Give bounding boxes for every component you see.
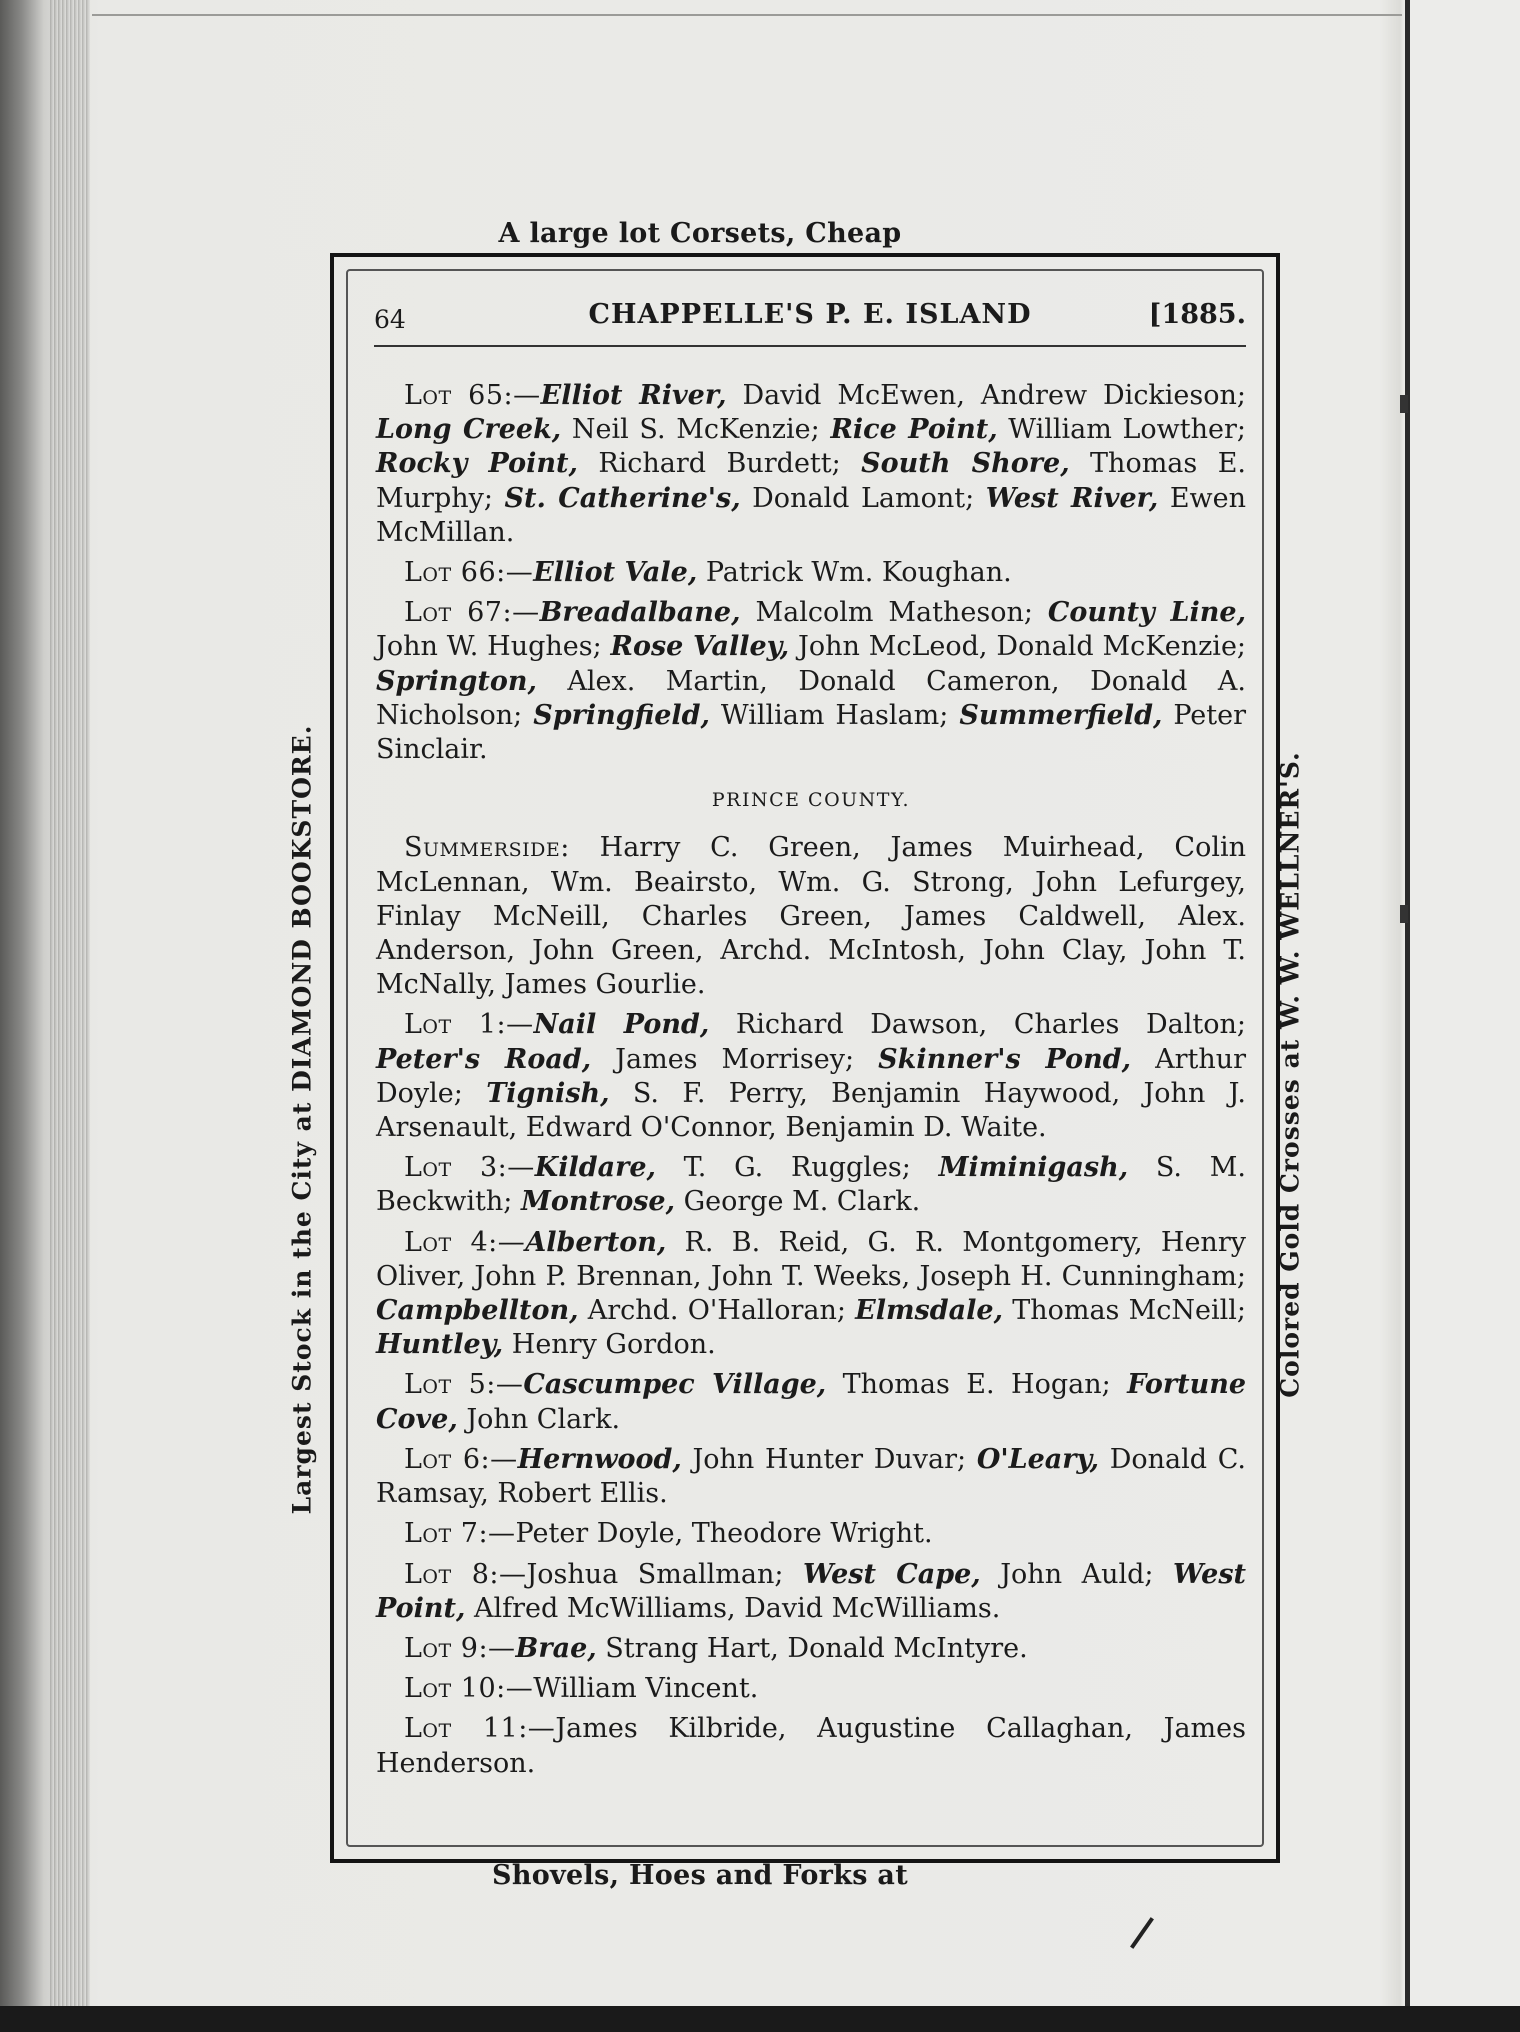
place-name: Tignish, bbox=[486, 1077, 610, 1109]
entry-text: R. B. Reid, G. R. Montgomery, Henry Oliver, John P. Brennan, John T. Weeks, Joseph H. Cunningham; bbox=[376, 1226, 1246, 1292]
entry-text: S. F. Perry, Benjamin Haywood, John J. Arsenault, Edward O'Connor, Benjamin D. Waite. bbox=[376, 1077, 1246, 1144]
entry-summerside bbox=[376, 831, 1246, 1002]
entry-text: Neil S. McKenzie; bbox=[561, 414, 831, 446]
entry-text: John Hunter Duvar; bbox=[681, 1443, 977, 1475]
entry-lot-67 bbox=[376, 596, 1246, 767]
entry-lot-1 bbox=[376, 1008, 1246, 1145]
lot-label: Lot 7:— bbox=[404, 1518, 516, 1550]
page-frame bbox=[330, 253, 1280, 1863]
margin-mark bbox=[1400, 905, 1408, 923]
entry-text: Arthur Doyle; bbox=[376, 1043, 1247, 1109]
lot-label: Lot 66:— bbox=[404, 557, 534, 589]
page-number: 64 bbox=[374, 305, 406, 334]
entry-text: Henry Gordon. bbox=[503, 1329, 716, 1361]
place-name: Elliot River, bbox=[540, 380, 727, 411]
entry-lot-11 bbox=[376, 1712, 1246, 1780]
left-advertisement: Largest Stock in the City at DIAMOND BOOKSTORE. bbox=[287, 724, 317, 1515]
place-name: Skinner's Pond, bbox=[878, 1043, 1132, 1075]
town-label: Summerside: bbox=[404, 832, 570, 864]
entry-lot-8 bbox=[376, 1558, 1246, 1626]
page-title: CHAPPELLE'S P. E. ISLAND bbox=[588, 299, 1032, 330]
entry-text: Alfred McWilliams, David McWilliams. bbox=[465, 1592, 1001, 1624]
place-name: Breadalbane, bbox=[539, 597, 741, 629]
entry-text: John Clark. bbox=[457, 1403, 621, 1435]
page-year: [1885. bbox=[1148, 299, 1246, 330]
lot-label: Lot 10:— bbox=[404, 1673, 534, 1705]
top-advertisement: A large lot Corsets, Cheap bbox=[498, 218, 902, 249]
place-name: Alberton, bbox=[525, 1226, 667, 1258]
right-advertisement: Colored Gold Crosses at W. W. WELLNER'S. bbox=[1275, 751, 1305, 1398]
place-name: Rocky Point, bbox=[376, 448, 578, 480]
place-name: Fortune Cove, bbox=[376, 1369, 1247, 1435]
entry-lot-10 bbox=[376, 1672, 1246, 1706]
place-name: Miminigash, bbox=[938, 1152, 1129, 1184]
place-name: Peter's Road, bbox=[376, 1043, 592, 1075]
place-name: Nail Pond, bbox=[533, 1009, 710, 1041]
top-rule bbox=[92, 14, 1402, 16]
entry-text: James Kilbride, Augustine Callaghan, James Henderson. bbox=[376, 1713, 1246, 1779]
place-name: Summerfield, bbox=[959, 699, 1163, 731]
place-name: Montrose, bbox=[520, 1186, 675, 1218]
place-name: Elmsdale, bbox=[855, 1295, 1003, 1327]
entry-text: Harry C. Green, James Muirhead, Colin McLennan, Wm. Beairsto, Wm. G. Strong, John Lefurgey, Finlay McNeill, Charles Green, James Caldwell, Alex. Anderson, John Green, Archd. McIntosh, John Clay, John T. McNally, James Gourlie. bbox=[376, 832, 1246, 1001]
lot-label: Lot 3:— bbox=[404, 1152, 535, 1184]
place-name: West Point, bbox=[376, 1558, 1246, 1624]
lot-label: Lot 5:— bbox=[404, 1369, 524, 1401]
lot-label: Lot 67:— bbox=[404, 597, 540, 629]
entry-text: S. M. Beckwith; bbox=[376, 1152, 1247, 1218]
entry-lot-5 bbox=[376, 1368, 1246, 1436]
book-page-edges bbox=[50, 0, 90, 2032]
bottom-advertisement: Shovels, Hoes and Forks at bbox=[492, 1860, 908, 1891]
place-name: Rose Valley, bbox=[610, 631, 790, 663]
place-name: Huntley, bbox=[376, 1329, 504, 1361]
place-name: Cascumpec Village, bbox=[523, 1369, 827, 1401]
entry-text: David McEwen, Andrew Dickieson; bbox=[726, 380, 1247, 411]
entry-text: Richard Dawson, Charles Dalton; bbox=[709, 1009, 1246, 1041]
lot-label: Lot 8:— bbox=[404, 1558, 527, 1590]
place-name: Brae, bbox=[515, 1632, 597, 1664]
place-name: Kildare, bbox=[534, 1152, 656, 1184]
entry-text: Patrick Wm. Koughan. bbox=[697, 557, 1012, 589]
place-name: St. Catherine's, bbox=[504, 482, 741, 514]
entry-text: Peter Doyle, Theodore Wright. bbox=[515, 1518, 933, 1550]
lot-label: Lot 4:— bbox=[404, 1226, 526, 1258]
entry-lot-6 bbox=[376, 1443, 1246, 1511]
lot-label: Lot 6:— bbox=[404, 1443, 518, 1475]
entry-text: George M. Clark. bbox=[674, 1186, 921, 1218]
place-name: Springton, bbox=[376, 665, 537, 697]
entry-text: William Haslam; bbox=[709, 699, 960, 731]
entry-lot-66 bbox=[376, 556, 1246, 590]
entry-text: Alex. Martin, Donald Cameron, Donald A. Nicholson; bbox=[376, 665, 1246, 731]
place-name: O'Leary, bbox=[976, 1443, 1100, 1475]
entry-lot-3 bbox=[376, 1151, 1246, 1219]
entry-lot-9 bbox=[376, 1632, 1246, 1666]
entry-text: Ewen McMillan. bbox=[376, 482, 1247, 548]
place-name: County Line, bbox=[1047, 597, 1246, 629]
lot-label: Lot 11:— bbox=[404, 1713, 556, 1745]
entry-text: Strang Hart, Donald McIntyre. bbox=[596, 1632, 1028, 1664]
place-name: Elliot Vale, bbox=[533, 557, 698, 589]
entry-text: Donald C. Ramsay, Robert Ellis. bbox=[376, 1443, 1246, 1510]
entry-lot-7 bbox=[376, 1517, 1246, 1551]
directory-text bbox=[376, 379, 1246, 1787]
entry-text: Archd. O'Halloran; bbox=[578, 1295, 856, 1327]
entry-text: John McLeod, Donald McKenzie; bbox=[789, 631, 1247, 663]
place-name: Campbellton, bbox=[376, 1295, 579, 1327]
scan-bottom-border bbox=[0, 2006, 1520, 2032]
entry-text: John Auld; bbox=[980, 1558, 1174, 1590]
entry-text: Thomas E. Hogan; bbox=[826, 1369, 1128, 1401]
entry-text: William Lowther; bbox=[997, 414, 1247, 446]
entry-text: Joshua Smallman; bbox=[526, 1558, 803, 1590]
lot-label: Lot 9:— bbox=[404, 1632, 516, 1664]
place-name: South Shore, bbox=[861, 448, 1070, 480]
entry-lot-4 bbox=[376, 1226, 1246, 1363]
running-header bbox=[374, 295, 1246, 347]
entry-text: Peter Sinclair. bbox=[376, 699, 1246, 766]
place-name: Hernwood, bbox=[517, 1443, 682, 1475]
section-heading: PRINCE COUNTY. bbox=[711, 789, 911, 812]
entry-text: Donald Lamont; bbox=[740, 482, 986, 514]
entry-lot-65 bbox=[376, 379, 1246, 550]
entry-text: James Morrisey; bbox=[591, 1043, 879, 1075]
place-name: Rice Point, bbox=[830, 414, 998, 446]
entry-text: John W. Hughes; bbox=[376, 631, 611, 663]
entry-text: Malcolm Matheson; bbox=[740, 597, 1048, 629]
facing-page-margin bbox=[1410, 0, 1520, 2032]
entry-text: Thomas McNeill; bbox=[1002, 1295, 1246, 1327]
entry-text: Richard Burdett; bbox=[577, 448, 862, 480]
place-name: West Cape, bbox=[802, 1558, 981, 1590]
entry-text: William Vincent. bbox=[533, 1673, 759, 1705]
place-name: West River, bbox=[985, 482, 1159, 514]
place-name: Springfield, bbox=[533, 699, 710, 731]
entry-text: Thomas E. Murphy; bbox=[376, 448, 1246, 514]
lot-label: Lot 65:— bbox=[404, 380, 541, 411]
entry-text: T. G. Ruggles; bbox=[655, 1152, 939, 1184]
lot-label: Lot 1:— bbox=[404, 1009, 534, 1041]
margin-mark bbox=[1400, 395, 1408, 413]
place-name: Long Creek, bbox=[376, 414, 562, 446]
